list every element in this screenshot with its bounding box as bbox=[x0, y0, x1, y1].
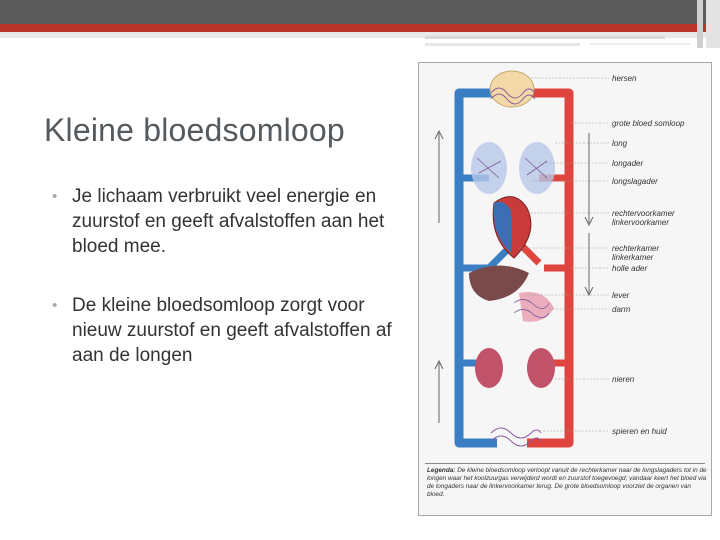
top-accent-bar bbox=[0, 24, 720, 32]
legend-divider bbox=[425, 463, 705, 464]
label-longslagader: longslagader bbox=[612, 177, 658, 186]
decor-strip bbox=[697, 0, 703, 48]
slide-title: Kleine bloedsomloop bbox=[44, 112, 345, 148]
label-rechtervoorkamer: rechtervoorkamer bbox=[612, 209, 675, 218]
label-linkerkamer: linkerkamer bbox=[612, 253, 654, 262]
legend bbox=[427, 467, 707, 499]
label-spieren-en-huid: spieren en huid bbox=[612, 427, 667, 436]
legend-title: Legenda: bbox=[427, 467, 456, 474]
arrow-up bbox=[435, 361, 443, 423]
bullet-list bbox=[52, 184, 402, 368]
circulation-diagram bbox=[418, 62, 712, 516]
label-rechterkamer: rechterkamer bbox=[612, 244, 660, 253]
decor-line bbox=[425, 36, 665, 39]
label-lever: lever bbox=[612, 291, 630, 300]
arrow-up bbox=[435, 131, 443, 223]
bullet-text: Je lichaam verbruikt veel energie en zuurstof en geeft afvalstoffen aan het bloed mee. bbox=[72, 186, 385, 257]
circulation-drawing bbox=[419, 63, 711, 515]
top-bar bbox=[0, 0, 720, 24]
label-linkervoorkamer: linkervoorkamer bbox=[612, 218, 669, 227]
kidney-left bbox=[475, 348, 503, 388]
legend-text: De kleine bloedsomloop verloopt vanuit de rechterkamer naar de longslagaders tot in de longen waar het koolzuurgas verwijderd wordt en zuurstof toegevoegd; vandaar keert het bloed via de longaders naar de linkervoorkamer terug. De grote bloedsomloop voorziet de organen van bloed. bbox=[427, 467, 707, 498]
bullet-dot: • bbox=[52, 297, 58, 314]
decor-strip bbox=[706, 0, 720, 48]
label-nieren: nieren bbox=[612, 375, 635, 384]
bullet-dot: • bbox=[52, 188, 58, 205]
bullet-item bbox=[52, 293, 402, 368]
label-longader: longader bbox=[612, 159, 644, 168]
label-hersen: hersen bbox=[612, 74, 637, 83]
artery-path bbox=[534, 178, 569, 363]
label-darm: darm bbox=[612, 305, 631, 314]
bullet-text: De kleine bloedsomloop zorgt voor nieuw zuurstof en geeft afvalstoffen af aan de longen bbox=[72, 295, 392, 366]
label-holle-ader: holle ader bbox=[612, 264, 648, 273]
label-grote-bloedsomloop: grote bloed somloop bbox=[612, 119, 685, 128]
decor-line bbox=[590, 43, 690, 45]
decor-line bbox=[425, 43, 580, 46]
bullet-item bbox=[52, 184, 402, 259]
label-long: long bbox=[612, 139, 628, 148]
arrow-down bbox=[585, 233, 593, 295]
arrow-down bbox=[585, 133, 593, 225]
kidney-right bbox=[527, 348, 555, 388]
